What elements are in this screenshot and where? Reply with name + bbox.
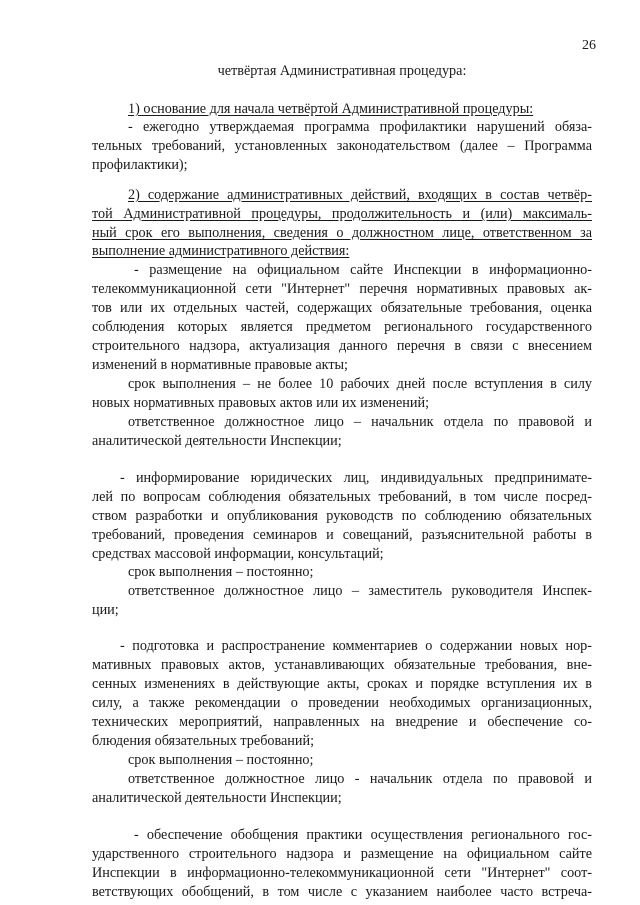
- item2-line: ством разработки и опубликования руководств по соблюдению обязательных: [92, 508, 592, 524]
- item2-line: средствах массовой информации, консультаций;: [92, 546, 384, 562]
- item3-line: силу, а также рекомендации о проведении необходимых организационных,: [92, 695, 592, 711]
- item3-responsible-line: ответственное должностное лицо - начальник отдела по правовой и: [128, 771, 592, 787]
- page-number: 26: [582, 38, 596, 53]
- item3-line: - подготовка и распространение комментариев о содержании новых нор-: [120, 638, 592, 654]
- item1-responsible-line: ответственное должностное лицо – начальник отдела по правовой и: [128, 414, 592, 430]
- item3-responsible-line: аналитической деятельности Инспекции;: [92, 790, 342, 806]
- item1-term-line: срок выполнения – не более 10 рабочих дней после вступления в силу: [128, 376, 592, 392]
- section1-line: - ежегодно утверждаемая программа профилактики нарушений обяза-: [128, 119, 592, 135]
- item1-term-line: новых нормативных правовых актов или их изменений;: [92, 395, 430, 411]
- item1-line: тов или их отдельных частей, содержащих обязательные требования, оценка: [92, 300, 592, 316]
- item1-line: - размещение на официальном сайте Инспекции в информационно-: [134, 262, 592, 278]
- item2-line: лей по вопросам соблюдения обязательных требований, в том числе посред-: [92, 489, 592, 505]
- item4-line: - обеспечение обобщения практики осуществления регионального гос-: [134, 827, 592, 843]
- item3-line: блюдения обязательных требований;: [92, 733, 315, 749]
- section2-heading-line: 2) содержание административных действий, входящих в состав четвёр-: [128, 187, 592, 203]
- item2-term: срок выполнения – постоянно;: [128, 564, 314, 580]
- item4-line: ударственного строительного надзора и размещение на официальном сайте: [92, 846, 592, 862]
- item2-responsible-line: ответственное должностное лицо – заместитель руководителя Инспек-: [128, 583, 592, 599]
- item3-term: срок выполнения – постоянно;: [128, 752, 314, 768]
- procedure-title: четвёртая Административная процедура:: [217, 63, 467, 79]
- item2-line: требований, проведения семинаров и совещаний, разъяснительной работы в: [92, 527, 592, 543]
- section1-line: тельных требований, установленных законодательством (далее – Программа: [92, 138, 592, 154]
- section2-heading-line: той Административной процедуры, продолжительность и (или) максималь-: [92, 206, 592, 222]
- item2-line: - информирование юридических лиц, индивидуальных предпринимате-: [120, 470, 592, 486]
- section2-heading-line: выполнение административного действия:: [92, 243, 350, 259]
- item1-responsible-line: аналитической деятельности Инспекции;: [92, 433, 342, 449]
- section2-heading-line: ный срок его выполнения, сведения о должностном лице, ответственном за: [92, 225, 592, 241]
- item1-line: соблюдения которых является предметом регионального государственного: [92, 319, 592, 335]
- item3-line: технических мероприятий, направленных на внедрение и обеспечение со-: [92, 714, 592, 730]
- section1-line: профилактики);: [92, 157, 188, 173]
- item1-line: строительного надзора, актуализация данного перечня в связи с внесением: [92, 338, 592, 354]
- item1-line: изменений в нормативные правовые акты;: [92, 357, 348, 373]
- item1-line: телекоммуникационной сети "Интернет" перечня нормативных правовых ак-: [92, 281, 592, 297]
- item4-line: Инспекции в информационно-телекоммуникационной сети "Интернет" соот-: [92, 865, 592, 881]
- item3-line: сенных изменениях в действующие акты, сроках и порядке вступления их в: [92, 676, 592, 692]
- section1-heading: 1) основание для начала четвёртой Административной процедуры:: [128, 101, 534, 117]
- item2-responsible-line: ции;: [92, 602, 119, 618]
- item4-line: ветствующих обобщений, в том числе с указанием наиболее часто встреча-: [92, 884, 592, 900]
- item3-line: мативных правовых актов, устанавливающих обязательные требования, вне-: [92, 657, 592, 673]
